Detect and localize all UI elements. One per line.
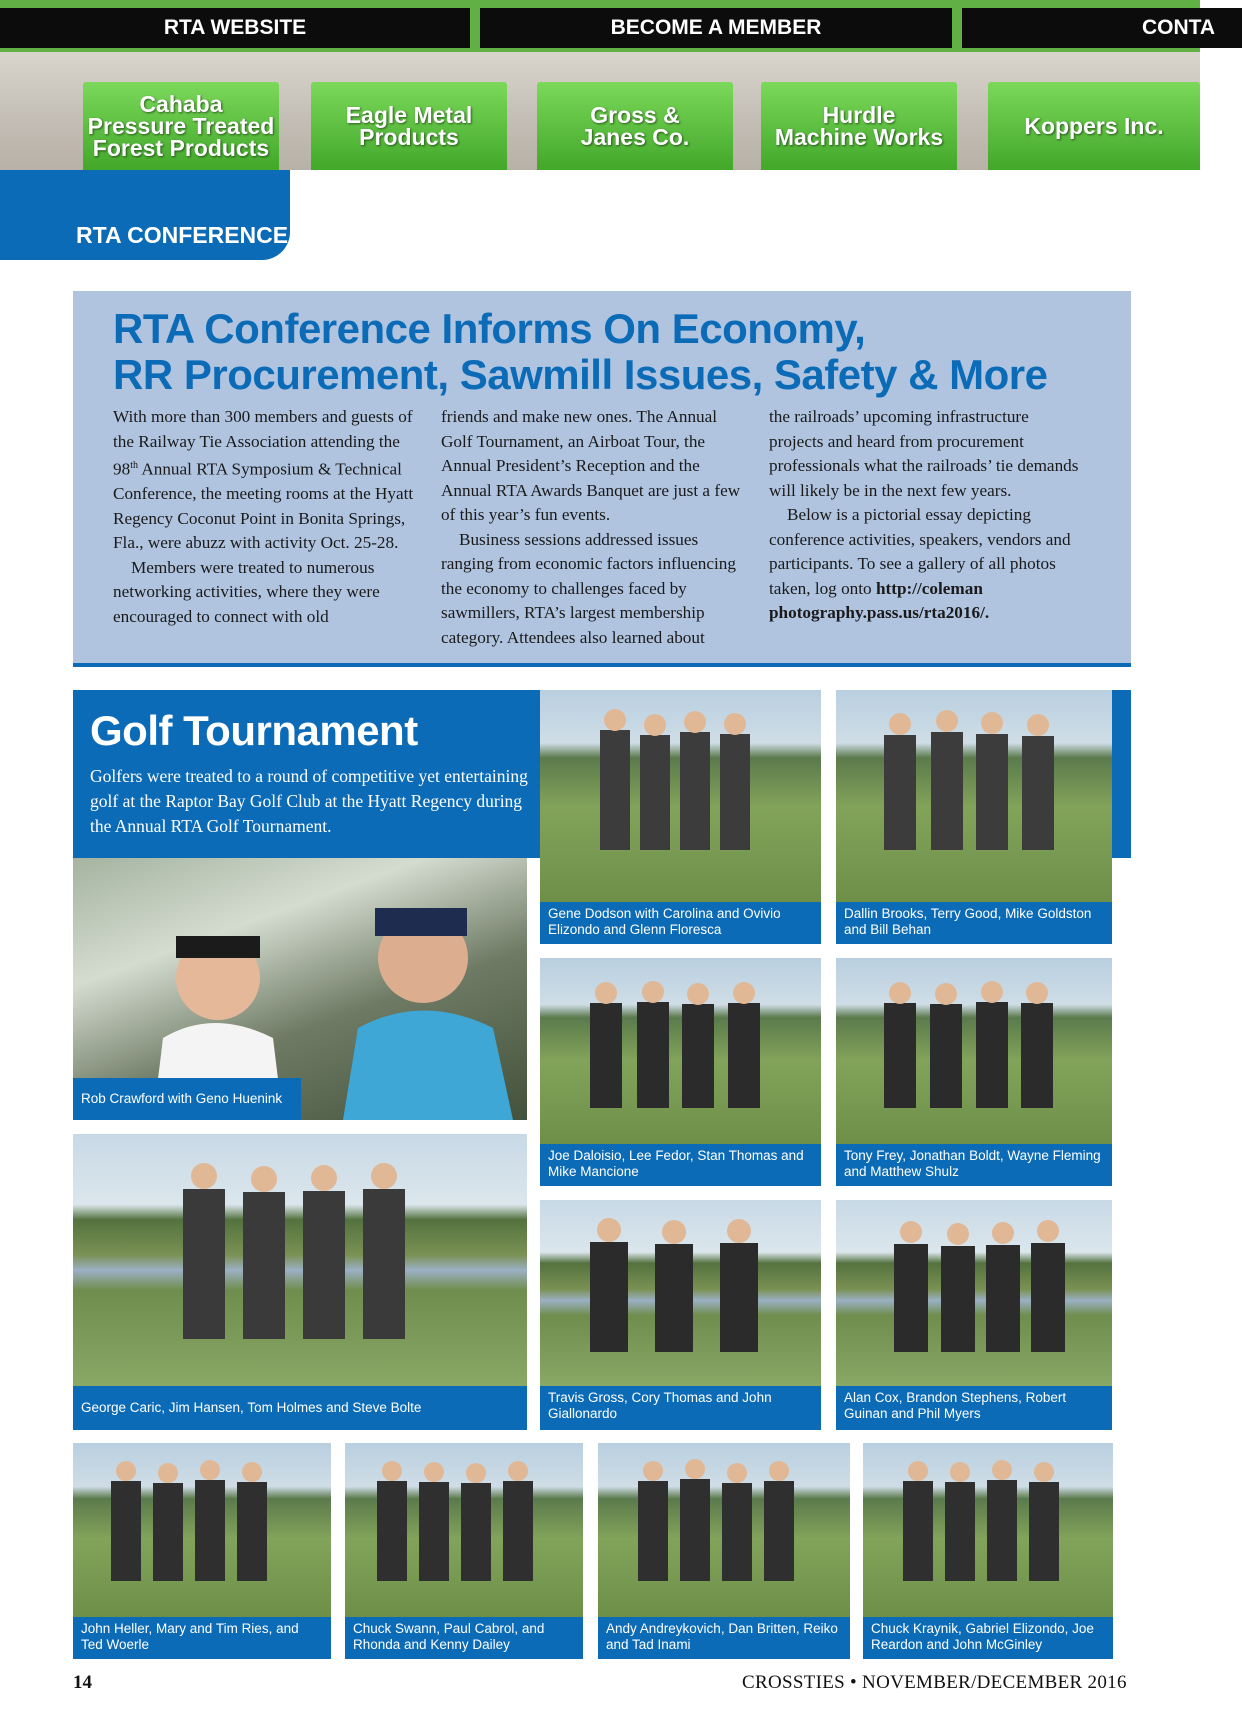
golf-photo [540,958,821,1144]
body-text: Below is a pictorial essay depicting conference activities, speakers, vendors and participants. To see a gallery of all photos taken, log onto [769,505,1071,598]
golfer-figures [345,1443,583,1617]
golf-photo [345,1443,583,1617]
sponsor-label: Eagle Metal Products [345,102,473,150]
body-paragraph: the railroads’ upcoming infrastructure projects and heard from procurement professionals what the railroads’ tie demands will likely be in the next few years. [769,407,1079,500]
golfer-figures [73,1443,331,1617]
photo-caption: Andy Andreykovich, Dan Britten, Reiko and Tad Inami [598,1617,850,1659]
headline-line-1: RTA Conference Informs On Economy, [113,305,866,352]
golf-photo [598,1443,850,1617]
golfer-figures [836,958,1112,1144]
photo-caption: Alan Cox, Brandon Stephens, Robert Guinan and Phil Myers [836,1386,1112,1430]
sponsor-koppers[interactable] [988,82,1200,170]
photo-caption: Joe Daloisio, Lee Fedor, Stan Thomas and Mike Mancione [540,1144,821,1186]
photo-caption: Gene Dodson with Carolina and Ovivio Elizondo and Glenn Floresca [540,902,821,944]
photo-caption: John Heller, Mary and Tim Ries, and Ted Woerle [73,1617,331,1659]
sponsor-cahaba[interactable] [83,82,279,170]
golf-photo [836,958,1112,1144]
sponsor-label: Gross & Janes Co. [580,102,690,150]
body-paragraph: friends and make new ones. The Annual Golf Tournament, an Airboat Tour, the Annual President’s Reception and the Annual RTA Awards Banquet are just a few of this year’s fun events. [441,407,741,524]
publication-footer: CROSSTIES • NOVEMBER/DECEMBER 2016 [742,1672,1127,1693]
golfer-figures [540,690,821,902]
golfer-figures [540,958,821,1144]
golfer-figures [836,1200,1112,1386]
gallery-link[interactable]: http://coleman photography.pass.us/rta2016/. [769,578,990,622]
superscript: th [130,460,138,471]
golf-description: Golfers were treated to a round of competitive yet entertaining golf at the Raptor Bay Golf Club at the Hyatt Regency during the Annual RTA Golf Tournament. [90,766,528,836]
photo-caption: George Caric, Jim Hansen, Tom Holmes and Steve Bolte [73,1386,527,1430]
photo-caption: Tony Frey, Jonathan Boldt, Wayne Fleming and Matthew Shulz [836,1144,1112,1186]
article-column-1 [113,405,423,629]
body-paragraph: Business sessions addressed issues ranging from economic factors influencing the economy to challenges faced by sawmillers, RTA’s largest membership category. Attendees also learned about [441,529,736,647]
golfer-figures [598,1443,850,1617]
photo-caption: Chuck Kraynik, Gabriel Elizondo, Joe Reardon and John McGinley [863,1617,1113,1659]
blue-accent-strip [1112,690,1131,858]
golf-photo [836,690,1112,902]
nav-rta-website[interactable]: RTA WEBSITE [0,8,470,48]
body-text: Annual RTA Symposium & Technical Conference, the meeting rooms at the Hyatt Regency Coconut Point in Bonita Springs, Fla., were abuzz with activity Oct. 25-28. [113,459,414,553]
golf-photo [73,1443,331,1617]
nav-contact[interactable]: CONTA [962,8,1242,48]
sponsor-label: Cahaba Pressure Treated Forest Products [87,91,275,161]
golfer-figures [73,1134,527,1386]
golf-photo [836,1200,1112,1386]
golf-title: Golf Tournament [90,707,418,754]
sponsor-eagle-metal[interactable] [311,82,507,170]
golf-photo [540,690,821,902]
golfer-figures [863,1443,1113,1617]
golf-photo [540,1200,821,1386]
sponsor-gross-janes[interactable] [537,82,733,170]
page-number: 14 [73,1672,92,1693]
article-column-3 [769,405,1079,626]
body-paragraph: Members were treated to numerous networking activities, where they were encouraged to connect with old [113,557,380,626]
article-headline [113,306,1113,398]
golf-photo [73,1134,527,1386]
headline-line-2: RR Procurement, Sawmill Issues, Safety & More [113,351,1048,398]
sponsor-hurdle[interactable] [761,82,957,170]
golf-tournament-box [73,690,540,858]
sponsor-label: Koppers Inc. [1024,113,1164,139]
photo-caption: Dallin Brooks, Terry Good, Mike Goldston and Bill Behan [836,902,1112,944]
sponsor-label: Hurdle Machine Works [774,102,944,150]
golfer-figures [540,1200,821,1386]
nav-become-a-member[interactable]: BECOME A MEMBER [480,8,952,48]
golfer-figures [836,690,1112,902]
section-tab: RTA CONFERENCE [0,170,290,260]
body-text: With more than 300 members and guests of the Railway Tie Association attending the 98 [113,407,413,479]
photo-caption: Travis Gross, Cory Thomas and John Giallonardo [540,1386,821,1430]
photo-caption: Chuck Swann, Paul Cabrol, and Rhonda and Kenny Dailey [345,1617,583,1659]
photo-caption: Rob Crawford with Geno Huenink [73,1078,301,1120]
golf-photo [863,1443,1113,1617]
article-column-2 [441,405,751,650]
